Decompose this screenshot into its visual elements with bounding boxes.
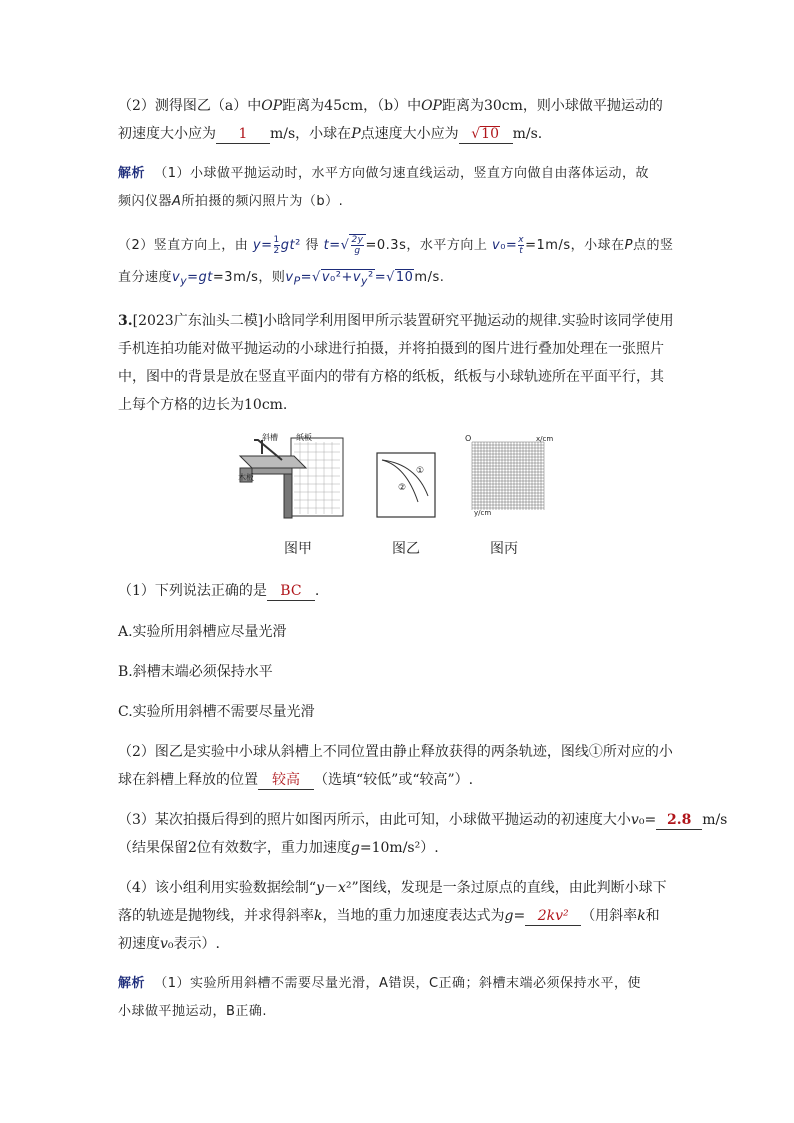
label-xiecao: 斜槽: [262, 433, 278, 442]
text: （1）小球做平抛运动时，水平方向做匀速直线运动，竖直方向做自由落体运动，故: [154, 166, 650, 181]
text: m/s，小球在: [270, 126, 352, 142]
text: =10m/s²）.: [359, 840, 439, 856]
sub-question-3-line-2: （结果保留2位有效数字，重力加速度g=10m/s²）.: [118, 840, 439, 856]
formula-y: y= $\frac{1}{2}$ gt²: [252, 235, 301, 256]
question-3-line-2: [118, 335, 678, 363]
text: 初速度: [118, 936, 160, 952]
grid: [472, 442, 544, 510]
text: 落的轨迹是抛物线，并求得斜率: [118, 908, 314, 924]
text: m/s.: [414, 270, 445, 285]
label-track-2: ②: [398, 483, 407, 493]
text: 和: [645, 908, 660, 924]
sub-question-4-line-1: （4）该小组利用实验数据绘制“y－x²”图线，发现是一条过原点的直线，由此判断小球下: [118, 880, 667, 896]
option-c: [118, 698, 678, 726]
answer-blank: 较高: [258, 771, 314, 790]
sub-question-2-line-2: [118, 766, 678, 794]
option-b: [118, 658, 678, 686]
sub-question-1: [118, 577, 678, 605]
answer-value: 10: [481, 126, 499, 142]
text: =: [644, 812, 657, 828]
question-3-line-1: [118, 307, 678, 335]
question-2-line-1: [118, 92, 678, 120]
text: 上每个方格的边长为10cm.: [118, 397, 288, 413]
text: .: [314, 583, 320, 599]
text: OP: [421, 98, 442, 114]
answer-blank: 2kv²: [525, 907, 581, 926]
sub-question-3-line-1: （3）某次拍摄后得到的照片如图丙所示，由此可知，小球做平抛运动的初速度大小v₀= 2.8 m/s: [118, 812, 728, 828]
text: OP: [261, 98, 283, 114]
solution-1-line-2: [118, 188, 678, 216]
text: =3m/s，则: [212, 270, 286, 285]
sub-question-4-line-3: 初速度v₀表示）.: [118, 936, 220, 952]
text: （结果保留2位有效数字，重力加速度: [118, 840, 351, 856]
text: ，当地的重力加速度表达式为: [322, 908, 505, 924]
text: 点速度大小应为: [360, 126, 459, 142]
text: 距离为30cm，则小球做平抛运动的: [441, 98, 663, 114]
text: B.斜槽末端必须保持水平: [118, 664, 273, 680]
text: 表示）.: [173, 936, 220, 952]
text: 直分速度: [118, 270, 173, 285]
answer-blank: 2.8: [656, 811, 702, 830]
text: （1）下列说法正确的是: [118, 583, 267, 599]
y-axis-label: y/cm: [474, 509, 492, 517]
text: （4）该小组利用实验数据绘制“: [118, 880, 317, 896]
solution-2-line-1: [118, 232, 678, 260]
sub-question-4-line-2: 落的轨迹是抛物线，并求得斜率k，当地的重力加速度表达式为g= 2kv² （用斜率k和: [118, 908, 660, 924]
text: 小球做平抛运动，B正确.: [118, 1004, 268, 1019]
formula-vy: $v_y=gt$: [172, 270, 213, 288]
text: 中，图中的背景是放在竖直平面内的带有方格的纸板，纸板与小球轨迹所在平面平行，其: [118, 369, 664, 385]
solution-2-line-2: [118, 264, 678, 296]
label-track-1: ①: [416, 466, 425, 476]
text: 得: [305, 238, 319, 253]
text: m/s.: [512, 126, 543, 142]
text: （选填“较低”或“较高”）.: [314, 772, 474, 788]
formula-v0: v₀= $\frac{x}{t}$: [491, 235, 525, 256]
text: m/s: [702, 812, 728, 828]
answer-value: 2kv: [537, 908, 564, 924]
text: A.实验所用斜槽应尽量光滑: [118, 624, 287, 640]
text: A: [172, 194, 182, 209]
answer-blank: 1: [216, 125, 270, 144]
caption-jia: 图甲: [284, 541, 312, 557]
solution-label: 解析: [118, 976, 146, 991]
text: （1）实验所用斜槽不需要尽量光滑，A错误，C正确；斜槽末端必须保持水平，使: [154, 976, 642, 991]
text: （2）竖直方向上，由: [118, 238, 249, 253]
text: 所拍摄的频闪照片为（b）.: [181, 194, 344, 209]
caption-bing: 图丙: [490, 541, 518, 557]
origin-label: O: [465, 434, 472, 443]
text: 频闪仪器: [118, 194, 173, 209]
answer-blank: BC: [267, 582, 315, 601]
text: （用斜率: [581, 908, 638, 924]
caption-yi: 图乙: [392, 541, 420, 557]
text: 距离为45cm，（b）中: [282, 98, 422, 114]
figure-yi: [376, 452, 438, 520]
label-zhiban: 纸板: [296, 433, 312, 442]
question-2-line-2: [118, 120, 678, 148]
label-muban: 木板: [238, 473, 254, 482]
text: =: [513, 908, 526, 924]
solution-1-line-1: [118, 160, 678, 188]
text: 球在斜槽上释放的位置: [118, 772, 258, 788]
text: ”图线，发现是一条过原点的直线，由此判断小球下: [351, 880, 667, 896]
text: 初速度大小应为: [118, 126, 216, 142]
sub-question-2-line-1: [118, 738, 678, 766]
solution-3-line-1: [118, 970, 678, 998]
solution-3-line-2: [118, 998, 678, 1026]
text: C.实验所用斜槽不需要尽量光滑: [118, 704, 315, 720]
question-3-line-4: [118, 391, 678, 419]
figure-jia: [236, 430, 348, 520]
formula-vp: $v_P=√v_0^2+v_y^2=√10$: [285, 270, 414, 288]
option-a: [118, 618, 678, 646]
formula-t: t=√ $\frac{2y}{g}$: [323, 235, 364, 256]
x-axis-label: x/cm: [536, 435, 554, 443]
answer-blank: √10: [459, 125, 513, 144]
text: （2）测得图乙（a）中: [118, 98, 262, 114]
figure-bing: [462, 430, 558, 522]
text: =0.3s，水平方向上: [365, 238, 488, 253]
solution-label: 解析: [118, 166, 146, 181]
text: 手机连拍功能对做平抛运动的小球进行拍摄，并将拍摄到的图片进行叠加处理在一张照片: [118, 341, 664, 357]
text: P: [624, 238, 633, 253]
text: [2023广东汕头二模]小晗同学利用图甲所示装置研究平抛运动的规律.实验时该同学使用: [132, 313, 674, 329]
text: （2）图乙是实验中小球从斜槽上不同位置由静止释放获得的两条轨迹，图线①所对应的小: [118, 744, 673, 760]
question-number: 3.: [118, 313, 133, 329]
question-3-line-3: [118, 363, 678, 391]
text: 点的竖: [632, 238, 674, 253]
text: P: [351, 126, 361, 142]
text: （3）某次拍摄后得到的照片如图丙所示，由此可知，小球做平抛运动的初速度大小: [118, 812, 631, 828]
text: =1m/s，小球在: [525, 238, 625, 253]
